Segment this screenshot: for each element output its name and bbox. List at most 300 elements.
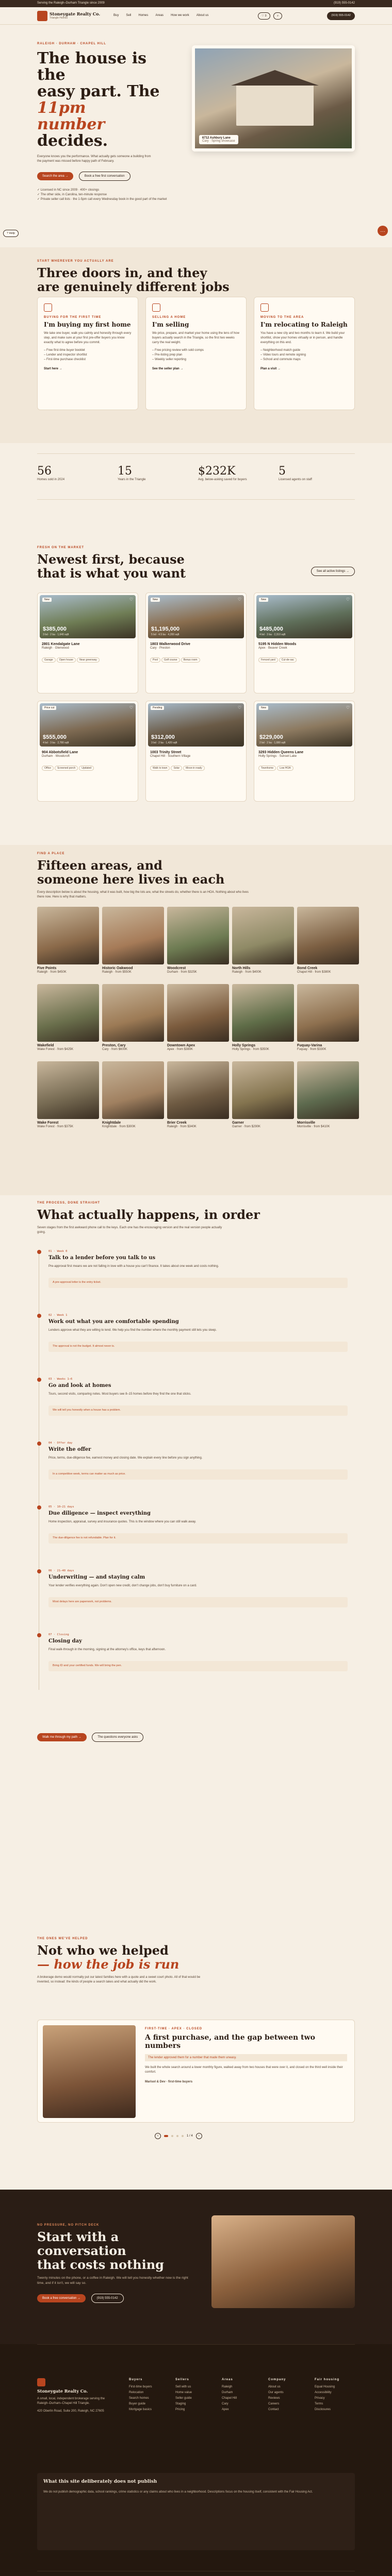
step-number: 03 · Weeks 1–6	[48, 1378, 73, 1381]
step-desc: Your lender verifies everything again. Don't open new credit, don't change jobs, don't buy furniture on a card.	[48, 1584, 197, 1587]
cta-eyebrow: NO PRESSURE, NO PITCH DECK	[37, 2224, 100, 2227]
listing-card[interactable]	[145, 701, 247, 802]
pager-dot[interactable]	[176, 2135, 178, 2137]
photo-caption: Cary · Spring showcase	[202, 140, 235, 143]
listing-meta: 4 bd · 3 ba · 2,310 sqft	[259, 633, 286, 636]
listing-meta: 3 bd · 2 ba · 1,640 sqft	[43, 633, 69, 636]
doors-eyebrow: START WHEREVER YOU ACTUALLY ARE	[37, 260, 114, 263]
step-dot	[37, 1250, 41, 1254]
listing-photo	[256, 595, 352, 638]
area-card[interactable]	[297, 984, 359, 1052]
footer-link[interactable]: Home value	[175, 2391, 192, 2394]
listing-badge: New	[259, 706, 268, 710]
nav-link[interactable]: Sell	[126, 14, 132, 17]
area-photo	[37, 984, 99, 1042]
footer-link[interactable]: Buyer guide	[129, 2402, 146, 2405]
hero-photo	[192, 45, 355, 151]
stories-lede: A brokerage demo would normally put our latest families here with a quote and a sweet court photo. All of that would be invented, so instead: the kinds of people a search takes and what actually did the work.	[37, 1976, 201, 1984]
listing-card[interactable]	[37, 592, 138, 693]
footer-link[interactable]: Apex	[222, 2408, 229, 2411]
heart-icon[interactable]: ♡	[237, 705, 241, 710]
step-number: 07 · Closing	[48, 1633, 69, 1636]
listing-meta: 5 bd · 4.5 ba · 4,200 sqft	[151, 633, 179, 636]
nav-link[interactable]: How we work	[171, 14, 189, 17]
step-note: In a competitive week, terms can matter as much as price.	[48, 1469, 348, 1480]
listing-meta: 2 bd · 2 ba · 1,080 sqft	[259, 741, 286, 744]
cta-title: Start with a conversation that costs nothing	[37, 2229, 164, 2272]
step-note: The approval is not the budget. It almost never is.	[48, 1342, 348, 1352]
hero-lede: Everyone knows you the performance. What actually gets someone a building from the payment was missed before happy path of February.	[37, 155, 151, 163]
areas-eyebrow: FIND A PLACE	[37, 852, 65, 855]
listing-city: Cary · Preston	[150, 647, 170, 650]
area-sub: Holly Springs · from $350K	[232, 1048, 269, 1051]
search-area-button[interactable]: Search the area →	[37, 172, 73, 180]
listing-badge: New	[151, 598, 160, 602]
area-card[interactable]	[297, 1061, 359, 1129]
nav-link[interactable]: About us	[196, 14, 209, 17]
listing-badge: Price cut	[42, 706, 56, 710]
listing-price: $385,000	[43, 626, 67, 632]
listing-address: 2801 Kendalgate Lane	[42, 642, 80, 646]
area-sub: Knightdale · from $300K	[102, 1125, 136, 1128]
nav-link[interactable]: Areas	[155, 14, 164, 17]
list-item: ✓ The other side, in Carolina, ten-minute response	[37, 193, 107, 196]
listing-address: 5195 N Hidden Woods	[258, 642, 297, 646]
area-photo	[102, 1061, 164, 1119]
footer-link[interactable]: Pricing	[175, 2408, 185, 2411]
area-name: Wake Forest	[37, 1121, 59, 1125]
area-name: Morrisville	[297, 1121, 316, 1125]
listing-card[interactable]	[254, 592, 355, 693]
area-card[interactable]	[102, 984, 164, 1052]
footer	[0, 2344, 392, 2576]
area-sub: Wake Forest · from $375K	[37, 1125, 74, 1128]
timeline-step	[37, 1314, 355, 1376]
area-sub: Cary · from $600K	[102, 1048, 128, 1051]
footer-link[interactable]: Raleigh	[222, 2385, 233, 2388]
step-title: Talk to a lender before you talk to us	[48, 1255, 156, 1261]
area-sub: Raleigh · from $400K	[232, 971, 262, 974]
cta-phone-button[interactable]: (919) 555-0142	[91, 2294, 124, 2303]
area-name: Five Points	[37, 967, 57, 970]
listing-tag: Open house	[57, 657, 76, 663]
help-button[interactable]: ? Help	[3, 230, 19, 237]
story-quote: The lender approved them for a number that made them uneasy.	[145, 2054, 347, 2061]
story-kicker: FIRST-TIME · APEX · CLOSED	[145, 2027, 203, 2030]
footer-column	[175, 2378, 220, 2414]
step-note: We will tell you honestly when a house has a problem.	[48, 1405, 348, 1416]
area-name: Woodcrest	[167, 967, 186, 970]
listings-eyebrow: FRESH ON THE MARKET	[37, 546, 84, 549]
footer-link[interactable]: About us	[268, 2385, 281, 2388]
timeline-step	[37, 1250, 355, 1312]
listing-photo	[256, 703, 352, 747]
area-card[interactable]	[167, 984, 229, 1052]
step-dot	[37, 1442, 41, 1446]
timeline-step	[37, 1442, 355, 1503]
stats-band	[0, 453, 392, 500]
topbar-phone[interactable]: (919) 555-0142	[333, 2, 355, 5]
area-name: Garner	[232, 1121, 244, 1125]
step-dot	[37, 1569, 41, 1573]
cta-section	[0, 2190, 392, 2344]
area-sub: Durham · from $325K	[167, 971, 197, 974]
area-sub: Wake Forest · from $425K	[37, 1048, 74, 1051]
step-title: Go and look at homes	[48, 1383, 111, 1388]
area-photo	[37, 1061, 99, 1119]
area-card[interactable]	[232, 1061, 294, 1129]
listing-tag: Screened porch	[55, 766, 78, 771]
story-card	[37, 2020, 355, 2123]
key-icon	[44, 303, 52, 312]
heart-icon[interactable]: ♡	[129, 705, 133, 710]
listing-tag: Solar	[171, 766, 182, 771]
search-icon[interactable]: ⌕	[273, 12, 282, 20]
listing-tag: Townhome	[258, 766, 276, 771]
step-desc: Lenders approve what they are willing to lend. We help you find the number where the monthly payment still lets you sleep.	[48, 1329, 217, 1332]
area-sub: Apex · from $380K	[167, 1048, 193, 1051]
process-title: What actually happens, in order	[37, 1207, 260, 1222]
listing-tag: Pool	[150, 657, 160, 663]
area-card[interactable]	[232, 984, 294, 1052]
step-note: The due-diligence fee is not refundable. Plan for it.	[48, 1533, 348, 1544]
areas-title: Fifteen areas, and someone here lives in each	[37, 858, 225, 887]
footer-link[interactable]: Our agents	[268, 2391, 284, 2394]
book-conversation-button[interactable]: Book a free first conversation	[79, 172, 130, 181]
listing-tag: Golf course	[161, 657, 180, 663]
stat: $232K Avg. below-asking saved for buyers	[198, 465, 247, 481]
story-title: A first purchase, and the gap between two numbers	[145, 2033, 315, 2050]
saved-button[interactable]: ♡ 3	[258, 12, 270, 20]
chat-icon[interactable]: …	[378, 226, 388, 236]
main-nav	[0, 7, 392, 25]
footer-link[interactable]: First-time buyers	[129, 2385, 152, 2388]
footer-link[interactable]: Contact	[268, 2408, 279, 2411]
hero	[0, 25, 392, 235]
faq-button[interactable]: The questions everyone asks	[92, 1733, 143, 1742]
footer-link[interactable]: Mortgage basics	[129, 2408, 152, 2411]
area-card[interactable]	[167, 907, 229, 975]
timeline-step	[37, 1505, 355, 1567]
footer-link[interactable]: Accessibility	[315, 2391, 332, 2394]
area-sub: Fuquay · from $330K	[297, 1048, 326, 1051]
listing-address: 1803 Walkerwood Drive	[150, 642, 190, 646]
listing-price: $1,195,000	[151, 626, 180, 632]
door-link[interactable]: Start here →	[44, 367, 62, 370]
heart-icon[interactable]: ♡	[129, 597, 133, 602]
step-number: 01 · Week 0	[48, 1250, 68, 1253]
pager-count: 1 / 4	[187, 2134, 193, 2138]
listing-city: Chapel Hill · Southern Village	[150, 755, 191, 758]
walk-path-button[interactable]: Walk me through my path →	[37, 1733, 87, 1741]
listing-photo	[148, 703, 244, 747]
process-section	[0, 1200, 392, 1747]
step-desc: Price, terms, due-diligence fee, earnest money and closing date. We explain every line before you sign anything.	[48, 1456, 203, 1460]
step-dot	[37, 1505, 41, 1510]
listing-tag: Near greenway	[77, 657, 100, 663]
hero-eyebrow: RALEIGH · DURHAM · CHAPEL HILL	[37, 42, 106, 45]
timeline-step	[37, 1569, 355, 1631]
area-card[interactable]	[37, 1061, 99, 1129]
listing-tag: Office	[42, 766, 54, 771]
listing-card[interactable]	[145, 592, 247, 693]
listing-address: 3293 Hidden Queens Lane	[258, 751, 304, 754]
area-name: Fuquay-Varina	[297, 1044, 322, 1047]
nav-links	[113, 14, 208, 17]
door-card-buying[interactable]: BUYING FOR THE FIRST TIME I'm buying my first home We take one buyer, walk you calmly and honestly through every step, and make sure at your first pre-offer buyers you know exactly what to agree before you commit. – Free first-time buyer booklet – Lender and inspector shortlist – First-time purchase checklist Start here →	[37, 297, 138, 410]
top-strip	[0, 0, 392, 7]
area-name: North Hills	[232, 967, 251, 970]
door-card-relocating[interactable]: MOVING TO THE AREA I'm relocating to Raleigh You have a new city and two months to learn it. We build your shortlist, show your homes virtually or in person, and handle everything on this end. – Neighborhood match guide – Video tours and remote signing – School and commute maps Plan a visit →	[254, 297, 355, 410]
step-number: 05 · 10–21 days	[48, 1505, 74, 1509]
footer-column	[222, 2378, 266, 2414]
footer-logo-icon[interactable]	[37, 2378, 45, 2386]
listing-tag: Cul-de-sac	[279, 657, 297, 663]
listing-city: Raleigh · Glenwood	[42, 647, 69, 650]
listing-tag: Move-in ready	[183, 766, 205, 771]
area-name: Brier Creek	[167, 1121, 187, 1125]
door-link[interactable]: Plan a visit →	[260, 367, 281, 370]
listing-tag: Fenced yard	[258, 657, 278, 663]
area-name: Preston, Cary	[102, 1044, 126, 1047]
cta-photo	[211, 2215, 355, 2308]
brand-name[interactable]: Stoneygate Realty Co.	[50, 11, 101, 16]
step-desc: Final walk-through in the morning, signing at the attorney's office, keys that afternoon.	[48, 1648, 166, 1651]
process-eyebrow: THE PROCESS, DONE STRAIGHT	[37, 1201, 101, 1205]
stat: 56 Homes sold in 2024	[37, 465, 65, 481]
area-photo	[102, 907, 164, 964]
area-card[interactable]	[167, 1061, 229, 1129]
nav-link[interactable]: Homes	[138, 14, 149, 17]
fair-housing-notice: What this site deliberately does not publish We do not publish demographic data, school rankings, crime statistics or any claims about who lives in a neighborhood. Descriptions focus on the housing itself, consistent with the Fair Housing Act.	[37, 2473, 355, 2550]
footer-link[interactable]: Privacy	[315, 2397, 325, 2400]
process-lede: Seven stages from the first awkward phone call to the keys. Each one has the encouraging version and the real version people actually going.	[37, 1226, 222, 1234]
stories-title: Not who we helped — how the job is run	[37, 1943, 179, 1972]
listing-meta: 3 bd · 2 ba · 1,420 sqft	[151, 741, 177, 744]
area-name: Knightdale	[102, 1121, 121, 1125]
footer-link[interactable]: Reviews	[268, 2397, 280, 2400]
area-card[interactable]	[102, 1061, 164, 1129]
area-sub: Morrisville · from $410K	[297, 1125, 330, 1128]
area-sub: Raleigh · from $450K	[37, 971, 67, 974]
listing-price: $555,000	[43, 734, 67, 740]
footer-blurb: A small, local, independent brokerage serving the Raleigh–Durham–Chapel Hill Triangle.	[37, 2397, 105, 2405]
step-desc: Home inspection, appraisal, survey and insurance quotes. This is the window where you can still walk away.	[48, 1520, 197, 1523]
footer-heading: Company	[268, 2378, 286, 2381]
step-note: Most delays here are paperwork, not problems.	[48, 1597, 348, 1607]
doors-section	[0, 247, 392, 443]
nav-link[interactable]: Buy	[113, 14, 119, 17]
area-name: Wakefield	[37, 1044, 54, 1047]
listing-address: 904 Abbotsfield Lane	[42, 751, 78, 754]
area-name: Holly Springs	[232, 1044, 256, 1047]
timeline-step	[37, 1633, 355, 1695]
listing-badge: Pending	[151, 706, 164, 710]
listing-badge: New	[42, 598, 52, 602]
all-listings-button[interactable]: See all active listings →	[311, 567, 355, 576]
listing-tag: Garage	[42, 657, 56, 663]
step-number: 06 · 21–40 days	[48, 1569, 74, 1572]
area-photo	[232, 984, 294, 1042]
heart-icon[interactable]: ♡	[237, 597, 241, 602]
listing-photo	[40, 595, 136, 638]
footer-link[interactable]: Cary	[222, 2402, 228, 2405]
footer-heading: Buyers	[129, 2378, 143, 2381]
listing-card[interactable]	[37, 701, 138, 802]
area-sub: Raleigh · from $550K	[102, 971, 132, 974]
area-photo	[232, 907, 294, 964]
step-dot	[37, 1378, 41, 1382]
listing-meta: 4 bd · 3 ba · 2,780 sqft	[43, 741, 69, 744]
footer-link[interactable]: Terms	[315, 2402, 323, 2405]
hero-title: The house is the easy part. The 11pm number decides.	[37, 49, 160, 150]
area-card[interactable]	[102, 907, 164, 975]
doors-title: Three doors in, and they are genuinely different jobs	[37, 265, 230, 294]
list-item: ✓ Private seller call lists · the 1-5pm call every Wednesday book in the good part of the market	[37, 198, 167, 201]
list-item: ✓ Licensed in NC since 2009 · 400+ closings	[37, 189, 100, 192]
stat: 15 Years in the Triangle	[118, 465, 146, 481]
pager-dot[interactable]	[164, 2135, 168, 2137]
listing-tags	[42, 654, 134, 663]
area-card[interactable]	[232, 907, 294, 975]
call-button[interactable]: (919) 555-0142	[327, 12, 355, 20]
step-title: Underwriting — and staying calm	[48, 1574, 145, 1580]
footer-link[interactable]: Sell with us	[175, 2385, 191, 2388]
listing-tag: Bonus room	[181, 657, 200, 663]
area-card[interactable]	[297, 907, 359, 975]
heart-icon[interactable]: ♡	[346, 597, 350, 602]
listing-photo	[148, 595, 244, 638]
listing-address: 1003 Trinity Street	[150, 751, 182, 754]
footer-address: 420 Oberlin Road, Suite 200, Raleigh, NC 27605	[37, 2410, 104, 2413]
photo-label: 6712 Ashbury Lane	[202, 137, 231, 140]
brand-sub: Triangle Homes	[50, 16, 68, 20]
footer-link[interactable]: Search homes	[129, 2397, 149, 2400]
listing-price: $485,000	[259, 626, 283, 632]
heart-icon[interactable]: ♡	[346, 705, 350, 710]
area-photo	[167, 984, 229, 1042]
hero-checklist	[37, 188, 176, 202]
footer-link[interactable]: Durham	[222, 2391, 233, 2394]
listings-title: Newest first, because that is what you want	[37, 552, 186, 581]
stories-eyebrow: THE ONES WE'VE HELPED	[37, 1937, 88, 1940]
listing-city: Holly Springs · Sunset Lake	[258, 755, 297, 758]
listing-photo	[40, 703, 136, 747]
pager-dot[interactable]	[171, 2135, 173, 2137]
stories-section	[0, 1937, 392, 2154]
sign-icon	[152, 303, 160, 312]
listings-section	[0, 536, 392, 824]
story-body: We built the whole search around a lower monthly figure, walked away from two houses that were over it, and closed on the third well inside their comfort.	[145, 2066, 343, 2074]
footer-link[interactable]: Seller guide	[175, 2397, 192, 2400]
stat: 5 Licensed agents on staff	[279, 465, 312, 481]
topbar-left: Serving the Raleigh–Durham Triangle since 2009	[37, 2, 105, 5]
listing-tags	[42, 762, 134, 771]
story-who: Marisol & Dev · first-time buyers	[145, 2080, 193, 2083]
timeline-step	[37, 1378, 355, 1439]
area-photo	[297, 1061, 359, 1119]
listing-card[interactable]	[254, 701, 355, 802]
logo-icon[interactable]	[37, 11, 47, 21]
listing-tag: Low HOA	[277, 766, 293, 771]
step-title: Closing day	[48, 1638, 82, 1644]
footer-column	[315, 2378, 359, 2414]
listing-price: $312,000	[151, 734, 175, 740]
listing-price: $229,000	[259, 734, 283, 740]
footer-link[interactable]: Staging	[175, 2402, 186, 2405]
area-name: Historic Oakwood	[102, 967, 133, 970]
listing-tag: Updated	[79, 766, 94, 771]
area-card[interactable]	[37, 984, 99, 1052]
area-photo	[167, 1061, 229, 1119]
footer-column	[129, 2378, 173, 2414]
footer-brand: Stoneygate Realty Co.	[37, 2388, 88, 2394]
listing-tags	[258, 762, 350, 771]
listing-city: Apex · Beaver Creek	[258, 647, 287, 650]
footer-link[interactable]: Relocation	[129, 2391, 144, 2394]
area-photo	[102, 984, 164, 1042]
listing-tags	[258, 654, 350, 663]
area-photo	[37, 907, 99, 964]
footer-heading: Fair housing	[315, 2378, 339, 2381]
area-sub: Raleigh · from $340K	[167, 1125, 197, 1128]
listing-tag: Walk to town	[150, 766, 170, 771]
story-pager	[155, 2133, 202, 2139]
step-note: A pre-approval letter is the entry ticket.	[48, 1278, 348, 1288]
cta-lede: Twenty minutes on the phone, or a coffee in Raleigh. We will tell you honestly whether now is the right time, and if it isn't, we will say so.	[37, 2276, 188, 2285]
step-number: 04 · Offer day	[48, 1442, 73, 1445]
step-title: Work out what you are comfortable spending	[48, 1319, 179, 1325]
prev-icon[interactable]: ‹	[155, 2133, 161, 2139]
step-note: Bring ID and your certified funds. We will bring the pen.	[48, 1661, 348, 1671]
area-sub: Chapel Hill · from $380K	[297, 971, 331, 974]
step-dot	[37, 1633, 41, 1637]
footer-link[interactable]: Disclosures	[315, 2408, 331, 2411]
map-pin-icon	[260, 303, 269, 312]
step-dot	[37, 1314, 41, 1318]
step-title: Due diligence — inspect everything	[48, 1511, 151, 1516]
listing-tags	[150, 654, 242, 663]
area-name: Bond Creek	[297, 967, 318, 970]
step-number: 02 · Week 1	[48, 1314, 68, 1317]
footer-link[interactable]: Equal Housing	[315, 2385, 335, 2388]
listing-tags	[150, 762, 242, 771]
footer-link[interactable]: Careers	[268, 2402, 280, 2405]
pager-dot[interactable]	[182, 2135, 184, 2137]
story-photo	[43, 2025, 136, 2118]
footer-heading: Sellers	[175, 2378, 189, 2381]
areas-lede: Every description below is about the housing, what it was built, how big the lots are, what the streets do, whether there is an HOA. Nothing about who lives there now. Here is why that matters.	[37, 891, 249, 899]
cta-book-button[interactable]: Book a free conversation →	[37, 2294, 86, 2302]
area-photo	[167, 907, 229, 964]
area-sub: Garner · from $290K	[232, 1125, 261, 1128]
area-photo	[297, 984, 359, 1042]
listing-badge: New	[259, 598, 268, 602]
area-photo	[297, 907, 359, 964]
door-card-selling[interactable]: SELLING A HOME I'm selling We price, prepare, and market your home using the lens of how buyers actually search in the Triangle, so the first two weeks carry the real weight. – Free pricing review with sold comps – Pre-listing prep plan – Weekly seller reporting See the seller plan →	[145, 297, 247, 410]
areas-section	[0, 845, 392, 1195]
step-title: Write the offer	[48, 1447, 91, 1452]
step-desc: Tours, second visits, comparing notes. Most buyers see 8–15 homes before they find the one that sticks.	[48, 1393, 191, 1396]
area-card[interactable]	[37, 907, 99, 975]
footer-column	[268, 2378, 313, 2414]
next-icon[interactable]: ›	[196, 2133, 202, 2139]
step-desc: Pre-approval first means we are not falling in love with a house you can't finance. It takes about one week and costs nothing.	[48, 1265, 219, 1268]
footer-link[interactable]: Chapel Hill	[222, 2397, 237, 2400]
area-name: Downtown Apex	[167, 1044, 195, 1047]
footer-heading: Areas	[222, 2378, 233, 2381]
door-link[interactable]: See the seller plan →	[152, 367, 184, 370]
